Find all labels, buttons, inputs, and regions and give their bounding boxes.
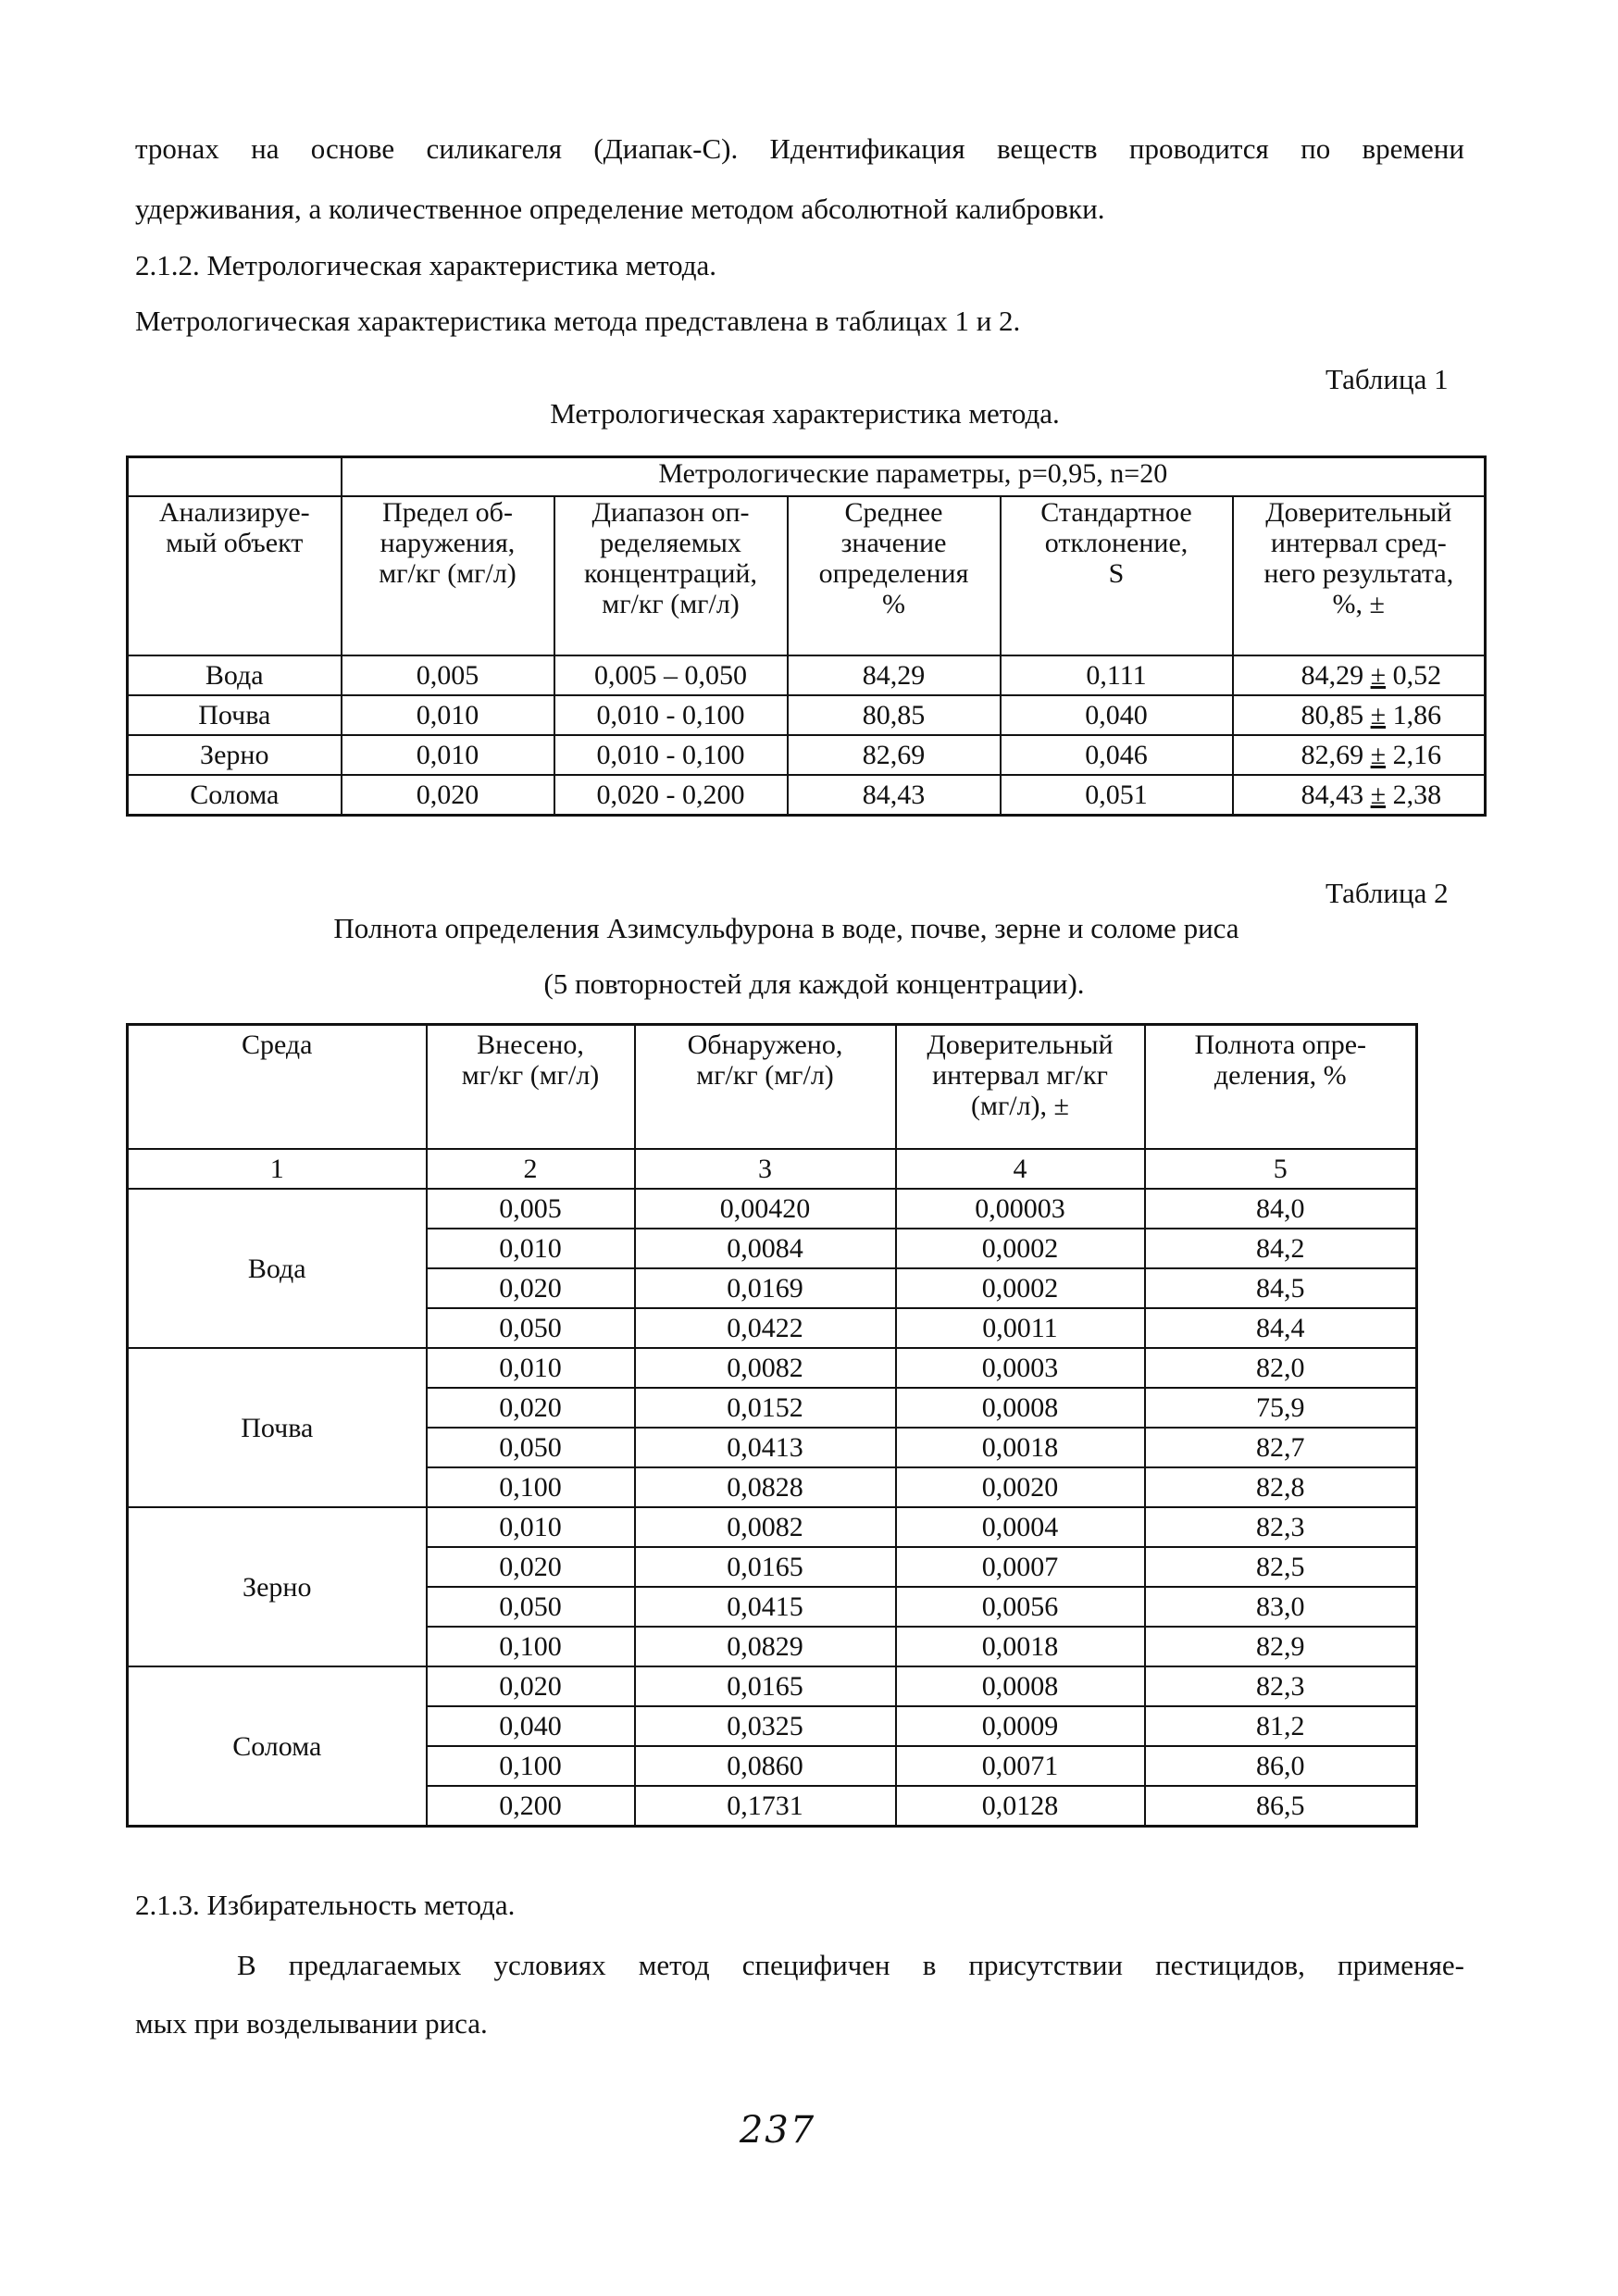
table2-cell-found: 0,0084 [635, 1229, 896, 1268]
table2-cell-found: 0,0169 [635, 1268, 896, 1308]
table2-cell-found: 0,0165 [635, 1547, 896, 1587]
table2-cell-medium: Солома [128, 1666, 427, 1827]
table1-cell-ci [1233, 655, 1486, 695]
table2-cell-recovery: 84,2 [1145, 1229, 1417, 1268]
table2-recovery [126, 1023, 1418, 1828]
table1-cell-ci [1233, 735, 1486, 775]
table2-cell-added: 0,010 [427, 1507, 635, 1547]
table2-cell-added: 0,050 [427, 1428, 635, 1467]
table2-header-added: Внесено, мг/кг (мг/л) [427, 1025, 635, 1150]
table1-ci-value: 2,38 [1392, 780, 1442, 810]
table2-cell-recovery: 84,4 [1145, 1308, 1417, 1348]
table2-cell-recovery: 86,5 [1145, 1786, 1417, 1827]
section-heading-2-1-2: 2.1.2. Метрологическая характеристика метода. [135, 249, 717, 281]
table2-colnum: 5 [1145, 1149, 1417, 1189]
table2-cell-found: 0,0082 [635, 1507, 896, 1547]
table2-cell-ci: 0,0020 [896, 1467, 1145, 1507]
table1-cell-sd: 0,111 [1001, 655, 1233, 695]
table2-cell-ci: 0,0056 [896, 1587, 1145, 1627]
table2-header-ci: Доверительный интервал мг/кг (мг/л), ± [896, 1025, 1145, 1150]
table2-cell-ci: 0,0009 [896, 1706, 1145, 1746]
table1-cell-object: Зерно [128, 735, 342, 775]
table2-colnum: 4 [896, 1149, 1145, 1189]
table1-cell-mean: 80,85 [788, 695, 1001, 735]
table1-ci-mean: 80,85 [1301, 700, 1364, 730]
table2-cell-ci: 0,0008 [896, 1388, 1145, 1428]
table1-label: Таблица 1 [1326, 363, 1449, 395]
table1-ci-mean: 84,29 [1301, 660, 1364, 691]
table2-header-found: Обнаружено, мг/кг (мг/л) [635, 1025, 896, 1150]
table1-cell-sd: 0,046 [1001, 735, 1233, 775]
table1-cell-limit: 0,010 [342, 695, 554, 735]
table1-cell-sd: 0,051 [1001, 775, 1233, 816]
table1-row [128, 735, 1486, 775]
table2-cell-found: 0,0082 [635, 1348, 896, 1388]
table1-header-row [128, 496, 1486, 655]
table2-cell-recovery: 82,3 [1145, 1666, 1417, 1706]
table1-ci-mean: 84,43 [1301, 780, 1364, 810]
table2-cell-added: 0,050 [427, 1308, 635, 1348]
table1-header-ci: Доверительный интервал сред- него результата, %, ± [1233, 496, 1486, 655]
table1-header-sd: Стандартное отклонение, S [1001, 496, 1233, 655]
table2-cell-ci: 0,0018 [896, 1428, 1145, 1467]
table1-row [128, 695, 1486, 735]
table2-cell-found: 0,0422 [635, 1308, 896, 1348]
table2-cell-ci: 0,0128 [896, 1786, 1145, 1827]
table2-cell-added: 0,020 [427, 1268, 635, 1308]
intro-line-3: Метрологическая характеристика метода представлена в таблицах 1 и 2. [135, 305, 1021, 337]
table2-cell-added: 0,040 [427, 1706, 635, 1746]
table2-cell-ci: 0,0008 [896, 1666, 1145, 1706]
table2-cell-medium: Почва [128, 1348, 427, 1507]
intro-line-1: тронах на основе силикагеля (Диапак-С). Идентификация веществ проводится по времени [135, 132, 1464, 165]
table1-ci-plusminus: ± [1370, 780, 1387, 810]
table1-title: Метрологическая характеристика метода. [550, 397, 1060, 430]
table1-cell-range: 0,010 - 0,100 [554, 735, 788, 775]
table2-row [128, 1666, 1417, 1706]
table2-cell-ci: 0,0018 [896, 1627, 1145, 1666]
table1-ci-value: 1,86 [1392, 700, 1442, 730]
table2-cell-added: 0,020 [427, 1666, 635, 1706]
selectivity-line-1: В предлагаемых условиях метод специфичен в присутствии пестицидов, применяе- [237, 1949, 1464, 1981]
table2-cell-added: 0,020 [427, 1547, 635, 1587]
table2-cell-found: 0,00420 [635, 1189, 896, 1229]
table2-cell-recovery: 82,7 [1145, 1428, 1417, 1467]
table1-row [128, 775, 1486, 816]
table2-colnum: 3 [635, 1149, 896, 1189]
table2-cell-recovery: 82,3 [1145, 1507, 1417, 1547]
page-number: 237 [739, 2109, 816, 2152]
table2-cell-recovery: 82,8 [1145, 1467, 1417, 1507]
table1-ci-plusminus: ± [1370, 700, 1387, 730]
table1-cell-object: Солома [128, 775, 342, 816]
table2-cell-recovery: 82,9 [1145, 1627, 1417, 1666]
table2-cell-found: 0,1731 [635, 1786, 896, 1827]
table2-cell-found: 0,0152 [635, 1388, 896, 1428]
table1-cell-mean: 84,29 [788, 655, 1001, 695]
table2-cell-found: 0,0165 [635, 1666, 896, 1706]
table2-cell-ci: 0,0003 [896, 1348, 1145, 1388]
table2-cell-found: 0,0828 [635, 1467, 896, 1507]
table1-cell-object: Вода [128, 655, 342, 695]
table2-cell-added: 0,020 [427, 1388, 635, 1428]
table1-metrology [126, 455, 1487, 817]
table1-cell-range: 0,020 - 0,200 [554, 775, 788, 816]
table2-cell-added: 0,010 [427, 1348, 635, 1388]
table1-cell-limit: 0,005 [342, 655, 554, 695]
table1-cell-ci [1233, 775, 1486, 816]
table1-ci-value: 2,16 [1392, 740, 1442, 770]
table2-cell-ci: 0,0007 [896, 1547, 1145, 1587]
table1-cell-range: 0,010 - 0,100 [554, 695, 788, 735]
table1-cell-ci [1233, 695, 1486, 735]
table2-cell-found: 0,0413 [635, 1428, 896, 1467]
table2-cell-recovery: 86,0 [1145, 1746, 1417, 1786]
table1-cell-range: 0,005 – 0,050 [554, 655, 788, 695]
table2-cell-ci: 0,0002 [896, 1268, 1145, 1308]
table2-header-medium: Среда [128, 1025, 427, 1150]
table2-cell-recovery: 83,0 [1145, 1587, 1417, 1627]
table1-body [128, 655, 1486, 816]
table2-cell-added: 0,100 [427, 1746, 635, 1786]
table2-header-row [128, 1025, 1417, 1150]
table1-ci-value: 0,52 [1392, 660, 1442, 691]
table1-header-range: Диапазон оп- ределяемых концентраций, мг/кг (мг/л) [554, 496, 788, 655]
table2-cell-found: 0,0325 [635, 1706, 896, 1746]
table2-cell-recovery: 81,2 [1145, 1706, 1417, 1746]
table2-cell-found: 0,0860 [635, 1746, 896, 1786]
table1-empty-corner [128, 457, 342, 497]
table1-ci-mean: 82,69 [1301, 740, 1364, 770]
table1-cell-limit: 0,020 [342, 775, 554, 816]
section-heading-2-1-3: 2.1.3. Избирательность метода. [135, 1889, 516, 1921]
table2-cell-added: 0,100 [427, 1627, 635, 1666]
table2-header-recovery: Полнота опре- деления, % [1145, 1025, 1417, 1150]
table2-cell-ci: 0,0011 [896, 1308, 1145, 1348]
table1-header-object: Анализируе- мый объект [128, 496, 342, 655]
table2-title-line2: (5 повторностей для каждой концентрации). [543, 967, 1085, 1000]
table2-cell-found: 0,0415 [635, 1587, 896, 1627]
table1-cell-sd: 0,040 [1001, 695, 1233, 735]
table2-cell-added: 0,200 [427, 1786, 635, 1827]
selectivity-line-2: мых при возделывании риса. [135, 2007, 488, 2040]
table2-cell-recovery: 84,5 [1145, 1268, 1417, 1308]
intro-line-2: удерживания, а количественное определение методом абсолютной калибровки. [135, 193, 1105, 225]
table1-group-header-row [128, 457, 1486, 497]
table1-row [128, 655, 1486, 695]
table1-header-limit: Предел об- наружения, мг/кг (мг/л) [342, 496, 554, 655]
table2-title-line1: Полнота определения Азимсульфурона в воде, почве, зерне и соломе риса [333, 912, 1239, 944]
table1-ci-plusminus: ± [1370, 660, 1387, 691]
table2-cell-medium: Вода [128, 1189, 427, 1348]
table2-column-numbers-row [128, 1149, 1417, 1189]
table2-cell-added: 0,005 [427, 1189, 635, 1229]
table2-cell-added: 0,100 [427, 1467, 635, 1507]
table1-ci-plusminus: ± [1370, 740, 1387, 770]
table1-group-header: Метрологические параметры, р=0,95, n=20 [342, 457, 1486, 497]
table2-cell-ci: 0,00003 [896, 1189, 1145, 1229]
table1-header-mean: Среднее значение определения % [788, 496, 1001, 655]
table2-cell-recovery: 84,0 [1145, 1189, 1417, 1229]
table2-cell-ci: 0,0004 [896, 1507, 1145, 1547]
table2-row [128, 1189, 1417, 1229]
table2-cell-recovery: 82,5 [1145, 1547, 1417, 1587]
table2-cell-recovery: 75,9 [1145, 1388, 1417, 1428]
table1-cell-mean: 82,69 [788, 735, 1001, 775]
table2-cell-ci: 0,0071 [896, 1746, 1145, 1786]
table2-cell-added: 0,010 [427, 1229, 635, 1268]
table2-row [128, 1348, 1417, 1388]
table2-body [128, 1189, 1417, 1827]
table1-cell-object: Почва [128, 695, 342, 735]
table2-cell-ci: 0,0002 [896, 1229, 1145, 1268]
table2-cell-added: 0,050 [427, 1587, 635, 1627]
table2-colnum: 2 [427, 1149, 635, 1189]
table1-cell-limit: 0,010 [342, 735, 554, 775]
table2-cell-found: 0,0829 [635, 1627, 896, 1666]
table1-cell-mean: 84,43 [788, 775, 1001, 816]
table2-label: Таблица 2 [1326, 877, 1449, 909]
table2-colnum: 1 [128, 1149, 427, 1189]
table2-cell-medium: Зерно [128, 1507, 427, 1666]
table2-row [128, 1507, 1417, 1547]
table2-cell-recovery: 82,0 [1145, 1348, 1417, 1388]
